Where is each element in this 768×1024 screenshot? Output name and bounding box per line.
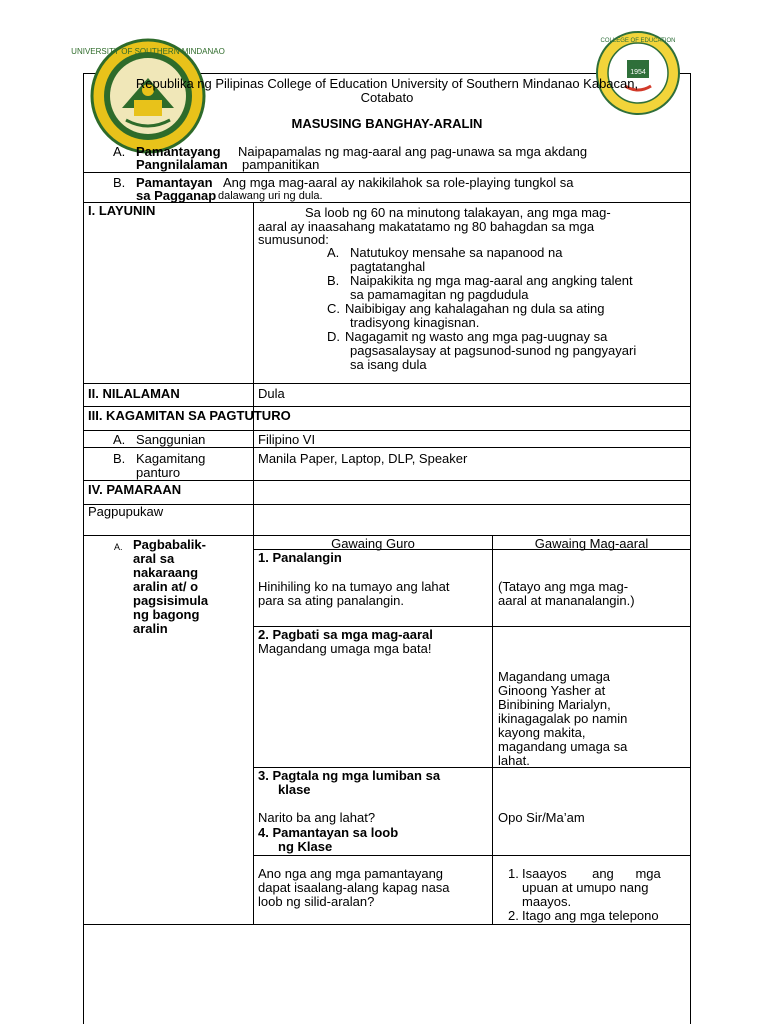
magaaral-text: kayong makita,: [498, 725, 586, 740]
magaaral-text: ikinagagalak po namin: [498, 711, 628, 726]
row-divider: [83, 480, 691, 481]
standard-a-label-2: Pangnilalaman: [136, 157, 228, 172]
step-title: 4. Pamantayan sa loob: [258, 825, 399, 840]
section-marker: A.: [114, 542, 123, 552]
row-divider: [253, 855, 691, 856]
objective-marker: C.: [327, 301, 340, 316]
institution-line-1: Republika ng Pilipinas College of Education University of Southern Mindanao Kabacan,: [135, 76, 639, 91]
guro-text: Hinihiling ko na tumayo ang lahat: [258, 579, 450, 594]
section-title-line: ng bagong: [133, 607, 200, 622]
rule-marker: 1.: [508, 866, 519, 881]
step-title: 1. Panalangin: [258, 550, 342, 565]
magaaral-text: aaral at mananalangin.): [498, 593, 635, 608]
row-divider: [83, 406, 691, 407]
sanggunian-marker: A.: [113, 432, 126, 447]
magaaral-text: Opo Sir/Ma’am: [498, 810, 585, 825]
magaaral-text: Magandang umaga: [498, 669, 611, 684]
standard-a-text: Naipapamalas ng mag-aaral ang pag-unawa sa mga akdang: [238, 144, 588, 159]
column-divider: [492, 535, 493, 924]
column-header-magaaral: Gawaing Mag-aaral: [534, 536, 649, 551]
section-title-line: aral sa: [133, 551, 175, 566]
document-title: MASUSING BANGHAY-ARALIN: [291, 116, 483, 131]
row-divider: [83, 447, 691, 448]
kagamitang-label: Kagamitang: [136, 451, 206, 466]
objective-text: pagtatanghal: [350, 259, 426, 274]
column-divider: [253, 202, 254, 924]
standard-a-label: Pamantayang: [136, 144, 221, 159]
guro-text: Narito ba ang lahat?: [258, 810, 376, 825]
layunin-intro: aaral ay inaasahang makatatamo ng 80 bahagdan sa mga: [258, 219, 595, 234]
section-title-line: aralin at/ o: [133, 579, 199, 594]
objective-text: Natutukoy mensahe sa napanood na: [350, 245, 563, 260]
row-divider: [83, 172, 691, 173]
section-title-line: nakaraang: [133, 565, 199, 580]
svg-text:1954: 1954: [630, 69, 646, 76]
pagpupukaw-label: Pagpupukaw: [88, 504, 164, 519]
objective-text: sa pamamagitan ng pagdudula: [350, 287, 529, 302]
section-title-line: Pagbabalik-: [133, 537, 206, 552]
layunin-intro: Sa loob ng 60 na minutong talakayan, ang mga mag-: [305, 205, 611, 220]
row-divider: [83, 924, 691, 925]
kagamitang-marker: B.: [113, 451, 126, 466]
svg-text:COLLEGE OF EDUCATION: COLLEGE OF EDUCATION: [600, 38, 676, 44]
nilalaman-value: Dula: [258, 386, 285, 401]
step-title: 3. Pagtala ng mga lumiban sa: [258, 768, 441, 783]
rule-text: Isaayos ang mga: [522, 866, 661, 881]
institution-line-2: Cotabato: [360, 90, 414, 105]
rule-marker: 2.: [508, 908, 519, 923]
guro-text: Ano nga ang mga pamantayang: [258, 866, 444, 881]
standard-a-marker: A.: [113, 144, 126, 159]
objective-text: tradisyong kinagisnan.: [350, 315, 480, 330]
svg-text:UNIVERSITY OF SOUTHERN MINDANA: UNIVERSITY OF SOUTHERN MINDANAO: [71, 47, 225, 56]
rule-text: Itago ang mga telepono: [522, 908, 659, 923]
standard-a-text-2: pampanitikan: [242, 157, 320, 172]
objective-text: Naibibigay ang kahalagahan ng dula sa ating: [345, 301, 605, 316]
nilalaman-heading: II. NILALAMAN: [88, 386, 180, 401]
section-title-line: aralin: [133, 621, 168, 636]
kagamitan-heading: III. KAGAMITAN SA PAGTUTURO: [88, 408, 291, 423]
magaaral-text: Binibining Marialyn,: [498, 697, 611, 712]
rule-text: upuan at umupo nang: [522, 880, 649, 895]
guro-text: loob ng silid-aralan?: [258, 894, 375, 909]
guro-text: dapat isaalang-alang kapag nasa: [258, 880, 450, 895]
standard-b-marker: B.: [113, 175, 126, 190]
standard-b-label: Pamantayan: [136, 175, 213, 190]
step-title: klase: [278, 782, 311, 797]
standard-b-text-2: dalawang uri ng dula.: [218, 190, 323, 202]
step-title: ng Klase: [278, 839, 333, 854]
kagamitang-value: Manila Paper, Laptop, DLP, Speaker: [258, 451, 468, 466]
sanggunian-label: Sanggunian: [136, 432, 206, 447]
standard-b-text: Ang mga mag-aaral ay nakikilahok sa role-playing tungkol sa: [223, 175, 574, 190]
row-divider: [83, 383, 691, 384]
objective-text: Nagagamit ng wasto ang mga pag-uugnay sa: [345, 329, 608, 344]
table-border-left: [83, 73, 84, 1024]
step-title: 2. Pagbati sa mga mag-aaral: [258, 627, 433, 642]
objective-marker: A.: [327, 245, 340, 260]
sanggunian-value: Filipino VI: [258, 432, 316, 447]
rule-text: maayos.: [522, 894, 572, 909]
magaaral-text: (Tatayo ang mga mag-: [498, 579, 629, 594]
objective-text: pagsasalaysay at pagsunod-sunod ng pangyayari: [350, 343, 637, 358]
objective-text: Naipakikita ng mga mag-aaral ang angking talent: [350, 273, 633, 288]
column-header-guro: Gawaing Guro: [331, 536, 415, 551]
magaaral-text: lahat.: [498, 753, 530, 768]
magaaral-text: Ginoong Yasher at: [498, 683, 606, 698]
layunin-intro: sumusunod:: [258, 232, 329, 247]
section-title-line: pagsisimula: [133, 593, 209, 608]
row-divider: [83, 504, 691, 505]
layunin-heading: I. LAYUNIN: [88, 203, 156, 218]
guro-text: para sa ating panalangin.: [258, 593, 405, 608]
objective-marker: D.: [327, 329, 340, 344]
pamaraan-heading: IV. PAMARAAN: [88, 482, 182, 497]
objective-marker: B.: [327, 273, 340, 288]
kagamitang-label-2: panturo: [136, 465, 181, 480]
objective-text: sa isang dula: [350, 357, 427, 372]
guro-text: Magandang umaga mga bata!: [258, 641, 432, 656]
magaaral-text: magandang umaga sa: [498, 739, 628, 754]
row-divider: [83, 430, 691, 431]
standard-b-label-2: sa Pagganap: [136, 188, 217, 203]
